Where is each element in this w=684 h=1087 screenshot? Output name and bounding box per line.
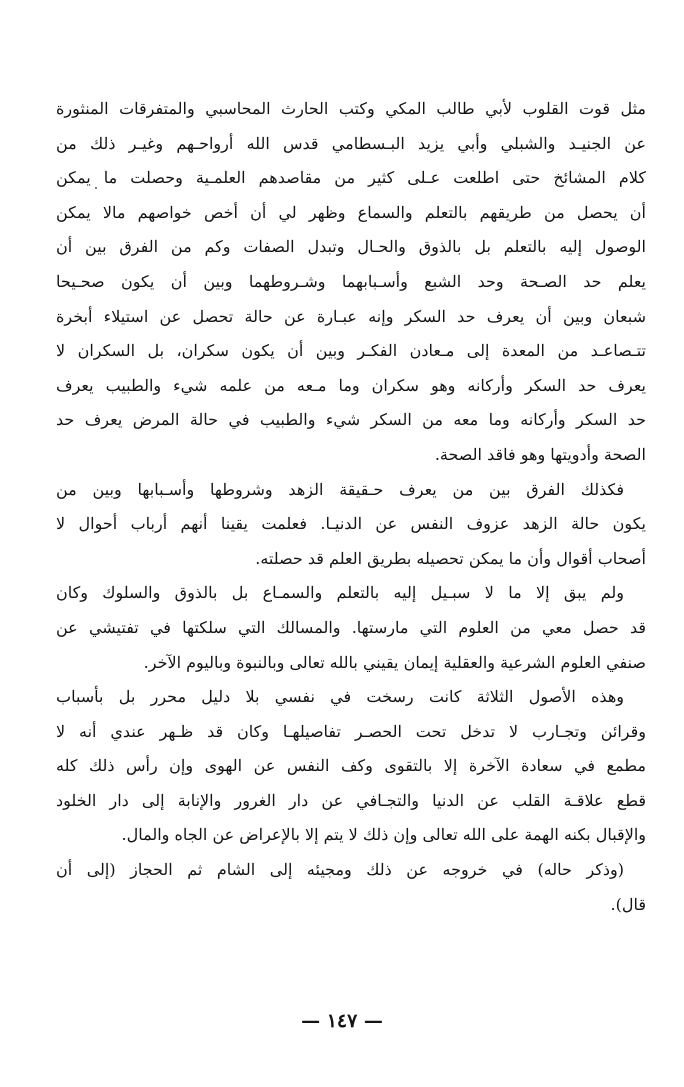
text-line: قال).	[610, 894, 646, 914]
text-line: صنفي العلوم الشرعية والعقلية إيمان يقيني بالله تعالى وبالنبوة وباليوم الآخر.	[143, 652, 646, 672]
text-line: مثل قوت القلوب لأبي طالب المكي وكتب الحارث المحاسبي والمتفرقات المنثورة	[56, 99, 646, 118]
text-line: حد السكر وأركانه وما معه من السكر شيء والطبيب في حالة المرض يعرف حد	[56, 410, 646, 430]
text-line: يعرف حد السكر وأركانه وهو سكران وما مـعه من علمه شيء والطبيب يعرف	[56, 375, 646, 395]
text-line: يعلم حد الصـحة وحد الشبع وأسـبابهما وشـروطهما وبين أن يكون صحـيحا	[56, 271, 646, 291]
text-line: قد حصل معي من العلوم التي مارستها. والمسالك التي سلكتها في تفتيشي عن	[56, 617, 646, 637]
text-line: أصحاب أقوال وأن ما يمكن تحصيله بطريق العلم قد حصلته.	[255, 548, 646, 568]
text-line: ولم يبق إلا ما لا سبـيل إليه بالتعلم والسمـاع بل بالذوق والسلوك وكان	[56, 583, 624, 603]
text-line: يكون حالة الزهد عزوف النفس عن الدنيـا. فعلمت يقينا أنهم أرباب أحوال لا	[56, 514, 646, 534]
text-line: الصحة وأدويتها وهو فاقد الصحة.	[434, 444, 646, 464]
text-line: تتـصاعـد من المعدة إلى مـعادن الفكـر وبين أن يكون سكران، بل السكران لا	[56, 341, 646, 361]
text-line: شبعان وبين أن يعرف حد السكر وإنه عبـارة عن حالة تحصل عن استيلاء أبخرة	[56, 306, 646, 326]
text-line: الوصول إليه بالتعلم بل بالذوق والحـال وتبدل الصفات وكم من الفرق بين أن	[56, 237, 646, 257]
text-line: وقرائن وتجـارب لا تدخل تحت الحصـر تفاصيلهـا وكان قد ظـهر عندي أنه لا	[56, 721, 646, 741]
text-line: مطمع في سعادة الآخرة إلا بالتقوى وكف النفس عن الهوى وإن رأس ذلك كله	[56, 756, 646, 776]
text-line: فكذلك الفرق بين من يعرف حـقيقة الزهد وشروطها وأسـبابها وبين من	[56, 479, 624, 499]
text-line: وهذه الأصول الثلاثة كانت رسخت في نفسي بلا دليل محرر بل بأسباب	[56, 687, 624, 707]
text-line: (وذكر حاله) في خروجه عن ذلك ومجيئه إلى الشام ثم الحجاز (إلى أن	[56, 860, 624, 880]
text-line: أن يحصل من طريقهم بالتعلم والسماع وظهر لي أن أخص خواصهم مالا يمكن	[56, 202, 646, 222]
text-line: عن الجنيـد والشبلي وأبي يزيد البـسطامي قدس الله أرواحـهم وغيـر ذلك من	[56, 133, 646, 153]
body-text	[56, 92, 646, 922]
text-line: والإقبال بكنه الهمة على الله تعالى وإن ذلك لا يتم إلا بالإعراض عن الجاه والمال.	[121, 825, 646, 845]
page-number: — ١٤٧ —	[301, 1010, 383, 1032]
text-line: قطع علاقـة القلب عن الدنيا والتجـافي عن دار الغرور والإنابة إلى دار الخلود	[56, 790, 646, 810]
text-line: كلام المشائخ حتى اطلعت عـلى كثير من مقاصدهم العلمـية وحصلت ما يمكن	[56, 168, 646, 188]
